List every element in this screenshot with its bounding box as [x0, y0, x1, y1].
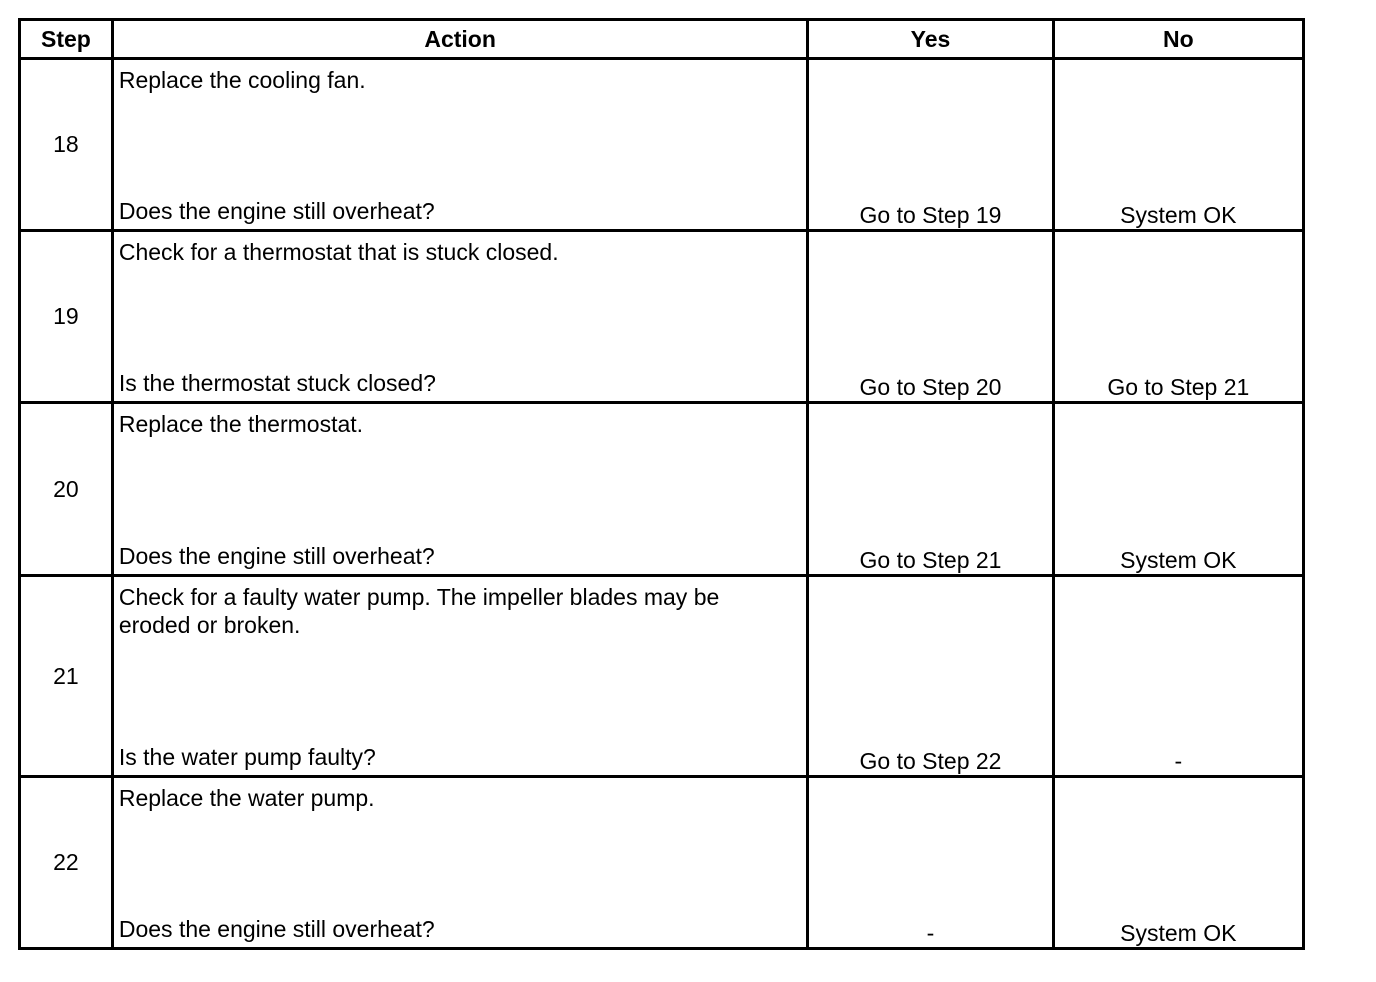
action-instruction: Replace the thermostat.	[118, 411, 364, 437]
table-row	[20, 576, 1304, 777]
action-cell	[112, 403, 808, 576]
no-result: System OK	[1053, 403, 1303, 576]
action-instruction: Check for a thermostat that is stuck closed.	[118, 239, 559, 265]
header-step: Step	[20, 20, 113, 59]
table-row	[20, 59, 1304, 231]
no-result: Go to Step 21	[1053, 231, 1303, 403]
action-cell	[112, 59, 808, 231]
yes-result: Go to Step 20	[808, 231, 1053, 403]
action-question: Does the engine still overheat?	[118, 198, 435, 224]
action-instruction: Replace the water pump.	[118, 785, 375, 811]
step-number: 21	[20, 576, 113, 777]
table-row	[20, 777, 1304, 949]
no-result: -	[1053, 576, 1303, 777]
action-question: Is the water pump faulty?	[118, 744, 376, 770]
diagnostic-table	[18, 18, 1305, 950]
action-cell	[112, 231, 808, 403]
header-yes: Yes	[808, 20, 1053, 59]
step-number: 18	[20, 59, 113, 231]
header-no: No	[1053, 20, 1303, 59]
step-number: 20	[20, 403, 113, 576]
yes-result: Go to Step 22	[808, 576, 1053, 777]
action-question: Does the engine still overheat?	[118, 543, 435, 569]
table-row	[20, 403, 1304, 576]
header-row	[20, 20, 1304, 59]
no-result: System OK	[1053, 777, 1303, 949]
yes-result: Go to Step 19	[808, 59, 1053, 231]
action-cell	[112, 576, 808, 777]
step-number: 19	[20, 231, 113, 403]
no-result: System OK	[1053, 59, 1303, 231]
yes-result: -	[808, 777, 1053, 949]
yes-result: Go to Step 21	[808, 403, 1053, 576]
header-action: Action	[112, 20, 808, 59]
action-instruction: Check for a faulty water pump. The impeller blades may be eroded or broken.	[118, 584, 720, 638]
step-number: 22	[20, 777, 113, 949]
action-question: Is the thermostat stuck closed?	[118, 370, 436, 396]
action-cell	[112, 777, 808, 949]
table-row	[20, 231, 1304, 403]
action-instruction: Replace the cooling fan.	[118, 67, 366, 93]
action-question: Does the engine still overheat?	[118, 916, 435, 942]
